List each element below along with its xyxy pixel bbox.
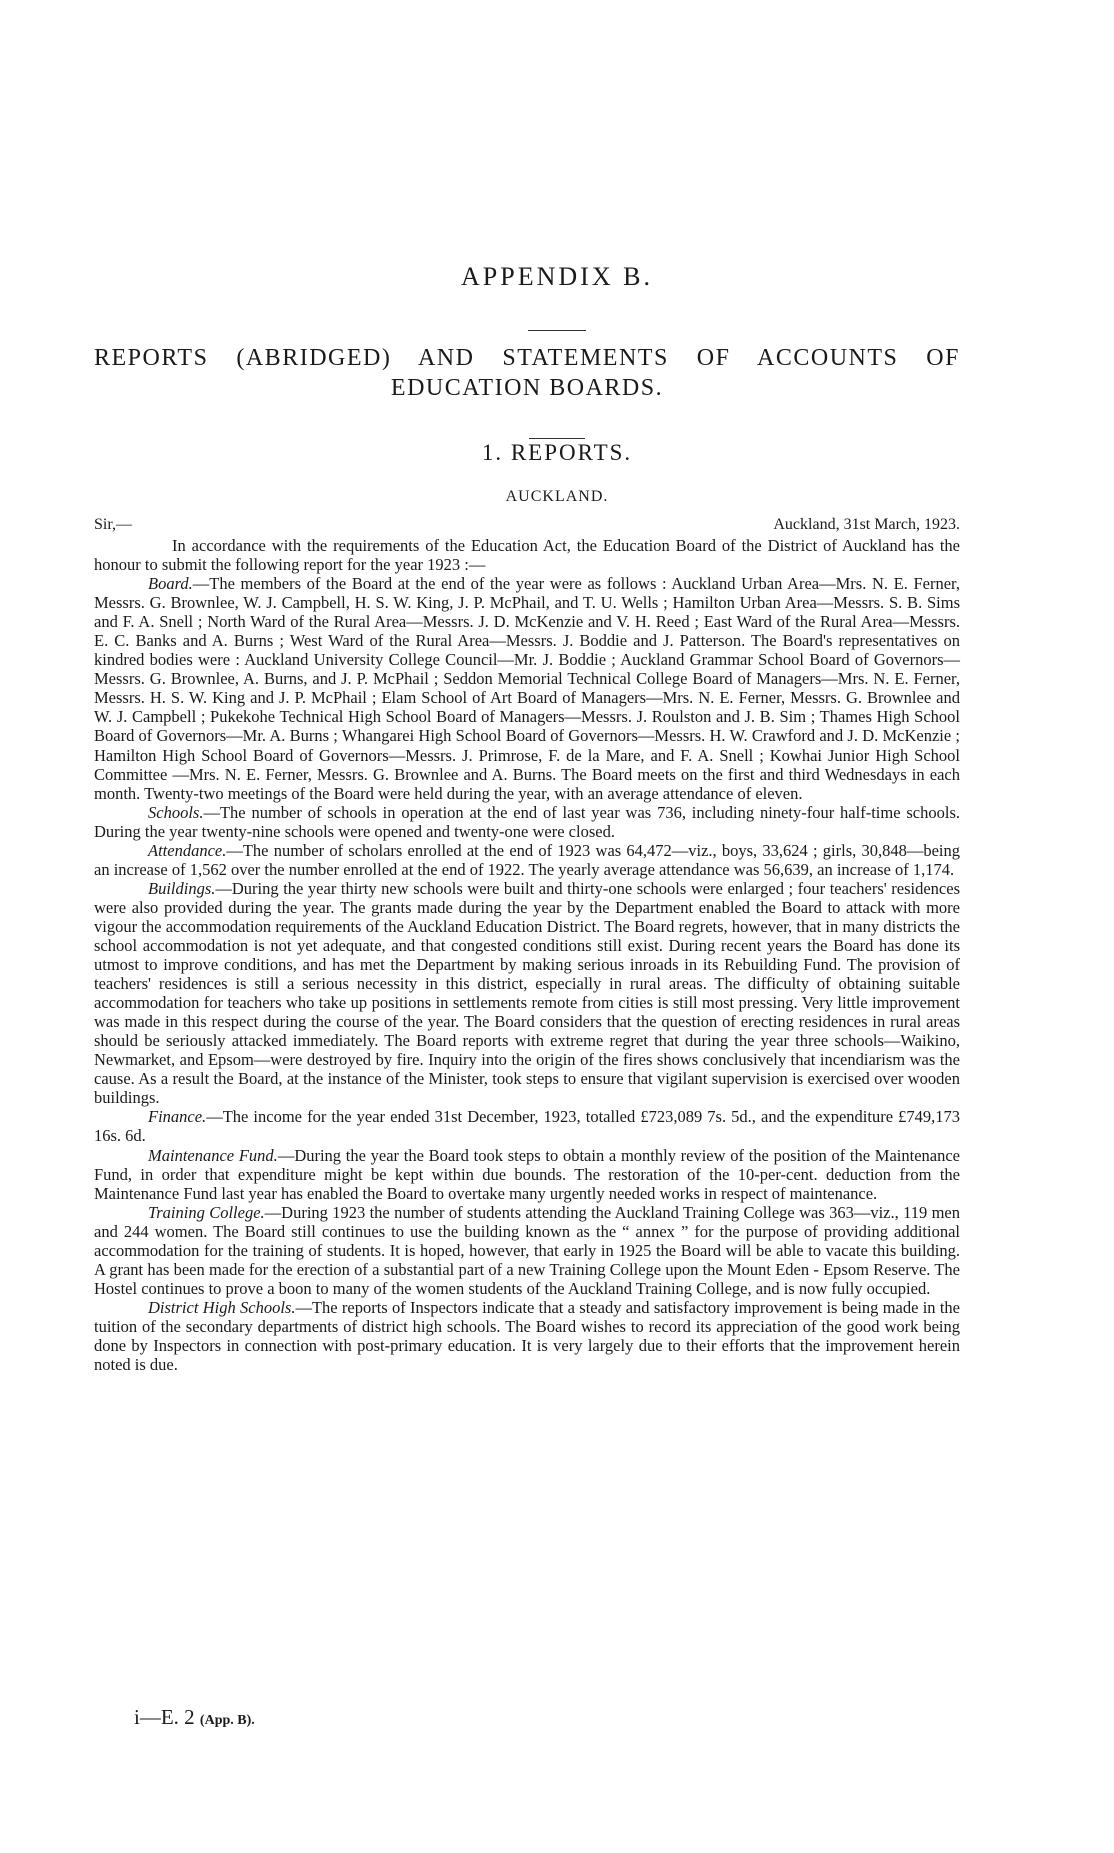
salutation: Sir,— bbox=[94, 516, 133, 533]
paragraph-text: —The income for the year ended 31st December, 1923, totalled £723,089 7s. 5d., and the expenditure £749,173 16s. 6d. bbox=[94, 1107, 960, 1146]
paragraph-heading: Schools. bbox=[148, 802, 204, 822]
report-body bbox=[94, 536, 960, 1374]
paragraph-heading: District High Schools. bbox=[148, 1297, 296, 1317]
appendix-title: APPENDIX B. bbox=[461, 262, 653, 291]
paragraph-buildings bbox=[94, 879, 960, 1108]
paragraph-text: —The reports of Inspectors indicate that a steady and satisfactory improvement is being made in the tuition of the secondary departments of district high schools. The Board wishes to record its appreciation of the good work being done by Inspectors in connection with post-primary education. It is very largely due to their efforts that the improvement herein noted is due. bbox=[94, 1297, 960, 1375]
paragraph-heading: Training College. bbox=[148, 1202, 265, 1222]
board-name: AUCKLAND. bbox=[505, 488, 609, 505]
paragraph-text: In accordance with the requirements of the Education Act, the Education Board of the District of Auckland has the honour to submit the following report for the year 1923 :— bbox=[94, 536, 960, 575]
paragraph-text: —The number of scholars enrolled at the end of 1923 was 64,472—viz., boys, 33,624 ; girls, 30,848—being an increase of 1,562 over the number enrolled at the end of 1922. The yearly average attendance was 56,639, an increase of 1,174. bbox=[94, 840, 960, 879]
letter-header bbox=[94, 516, 960, 536]
paragraph-text: —The members of the Board at the end of the year were as follows : Auckland Urban Area—Mrs. N. E. Ferner, Messrs. G. Brownlee, W. J. Campbell, H. S. W. King, J. P. McPhail, and T. U. Wells ; Hamilton Urban Area—Messrs. S. B. Sims and F. A. Snell ; North Ward of the Rural Area—Messrs. J. D. McKenzie and V. H. Reed ; East Ward of the Rural Area—Messrs. E. C. Banks and A. Burns ; West Ward of the Rural Area—Messrs. J. Boddie and J. Patterson. The Board's representatives on kindred bodies were : Auckland University College Council—Mr. J. Boddie ; Auckland Grammar School Board of Governors—Messrs. G. Brownlee, A. Burns, and J. P. McPhail ; Seddon Memorial Technical College Board of Managers—Mrs. N. E. Ferner, Messrs. H. S. W. King and J. P. McPhail ; Elam School of Art Board of Managers—Mrs. N. E. Ferner, Messrs. G. Brownlee and W. J. Campbell ; Pukekohe Technical High School Board of Managers—Messrs. J. Roulston and J. B. Sim ; Thames High School Board of Governors—Mr. A. Burns ; Whangarei High School Board of Governors—Messrs. H. W. Crawford and J. D. McKenzie ; Hamilton High School Board of Governors—Messrs. J. Primrose, F. de la Mare, and F. A. Snell ; Kowhai Junior High School Committee —Mrs. N. E. Ferner, Messrs. G. Brownlee and A. Burns. The Board meets on the first and third Wednesdays in each month. Twenty-two meetings of the Board were held during the year, with an average attendance of eleven. bbox=[94, 574, 960, 803]
paragraph-text: —During the year the Board took steps to obtain a monthly review of the position of the Maintenance Fund, in order that expenditure might be kept within due bounds. The restoration of the 10-per-cent. deduction from the Maintenance Fund last year has enabled the Board to overtake many urgently needed works in respect of maintenance. bbox=[94, 1145, 961, 1203]
section-title: 1. REPORTS. bbox=[481, 440, 633, 465]
title-rule bbox=[0, 318, 1114, 328]
report-subtitle bbox=[94, 343, 960, 403]
page-reference bbox=[134, 1705, 255, 1730]
paragraph-maintenance-fund bbox=[94, 1146, 960, 1203]
page-ref-appendix: (App. B). bbox=[199, 1713, 255, 1728]
paragraph-intro bbox=[94, 536, 960, 574]
paragraph-heading: Maintenance Fund. bbox=[148, 1145, 278, 1165]
place-date: Auckland, 31st March, 1923. bbox=[773, 516, 960, 533]
page-ref-number: i—E. 2 bbox=[134, 1705, 195, 1729]
paragraph-text: —During the year thirty new schools were built and thirty-one schools were enlarged ; four teachers' residences were also provided during the year. The grants made during the year by the Department enabled the Board to attack with more vigour the accommodation requirements of the Auckland Education District. The Board regrets, however, that in many districts the school accommodation is not yet adequate, and that congested conditions still exist. During recent years the Board has done its utmost to improve conditions, and has met the Department by making serious inroads in its Rebuilding Fund. The provision of teachers' residences is still a serious necessity in this district, especially in rural areas. The difficulty of obtaining suitable accommodation for teachers who take up positions in settlements remote from cities is still most pressing. Very little improvement was made in this respect during the course of the year. The Board considers that the question of erecting residences in rural areas should be seriously attacked immediately. The Board reports with extreme regret that during the year three schools—Waikino, Newmarket, and Epsom—were destroyed by fire. Inquiry into the origin of the fires shows conclusively that incendiarism was the cause. As a result the Board, at the instance of the Minister, took steps to ensure that vigilant supervision is exercised over wooden buildings. bbox=[94, 878, 960, 1108]
paragraph-attendance bbox=[94, 841, 960, 879]
paragraph-finance bbox=[94, 1107, 960, 1145]
paragraph-district-high-schools bbox=[94, 1298, 960, 1374]
paragraph-schools bbox=[94, 803, 960, 841]
subtitle-rule bbox=[0, 426, 1114, 436]
paragraph-text: —The number of schools in operation at the end of last year was 736, including ninety-four half-time schools. During the year twenty-nine schools were opened and twenty-one were closed. bbox=[94, 802, 960, 841]
subtitle-line-1: REPORTS (ABRIDGED) AND STATEMENTS OF ACCOUNTS OF bbox=[94, 345, 960, 371]
paragraph-training-college bbox=[94, 1203, 960, 1298]
paragraph-heading: Buildings. bbox=[148, 878, 216, 898]
paragraph-heading: Attendance. bbox=[148, 840, 227, 860]
subtitle-line-2: EDUCATION BOARDS. bbox=[390, 375, 664, 401]
paragraph-board bbox=[94, 574, 960, 803]
paragraph-heading: Board. bbox=[148, 574, 193, 594]
paragraph-text: —During 1923 the number of students attending the Auckland Training College was 363—viz., 119 men and 244 women. The Board still continues to use the building known as the “ annex ” for the purpose of providing additional accommodation for the training of students. It is hoped, however, that early in 1925 the Board will be able to vacate this building. A grant has been made for the erection of a substantial part of a new Training College upon the Mount Eden - Epsom Reserve. The Hostel continues to prove a boon to many of the women students of the Auckland Training College, and is now fully occupied. bbox=[94, 1202, 960, 1298]
paragraph-heading: Finance. bbox=[148, 1107, 207, 1127]
